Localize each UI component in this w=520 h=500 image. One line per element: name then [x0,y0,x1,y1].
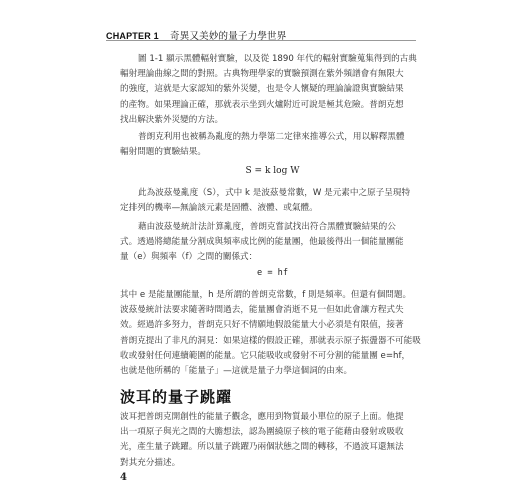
text-line: 找出解決紫外災變的方法。 [120,114,224,125]
header-divider [106,40,416,41]
text-line: 波茲曼統計法要求隨著時間過去，能量團會消逝不見一但如此會讓方程式失 [120,305,404,316]
entropy-equation: S = k log W [245,166,300,176]
text-line: 的強度，這就是大家認知的紫外災變，也是令人懷疑的理論論證與實驗結果 [120,84,404,95]
text-line: 光，產生量子跳躍。所以量子跳躍乃兩個狀態之間的轉移，不過波耳還無法 [120,442,404,453]
text-line: 藉由波茲曼統計法計算亂度，普朗克嘗試找出符合黑體實驗結果的公 [138,222,396,232]
text-line: 定排列的機率—無論該元素是固體、液體、或氣體。 [120,203,318,214]
text-line: 普朗克提出了非凡的洞見：如果這樣的假設正確，那就表示原子振盪器不可能吸 [120,335,421,346]
text-line: 量（e）與頻率（f）之間的關係式： [120,252,258,263]
energy-equation: e = hf [256,268,289,278]
chapter-title: 奇異又美妙的量子力學世界 [170,31,287,42]
text-line: 效。經過許多努力，普朗克只好不情願地假設能量大小必須是有限值，接著 [120,320,404,331]
page-number: 4 [120,472,127,483]
text-line: 圖 1-1 顯示黑體輻射實驗，以及從 1890 年代的輻射實驗蒐集得到的古典 [138,54,417,64]
text-line: 波耳把普朗克開創性的能量子觀念，應用到物質最小單位的原子上面。他提 [120,412,404,422]
text-line: 出一項原子與光之間的大膽想法，認為圍繞原子核的電子能藉由發射或吸收 [120,427,404,438]
section-heading: 波耳的量子跳躍 [120,388,233,406]
text-line: 其中 e 是能量團能量，h 是所謂的普朗克常數，f 則是頻率。但還有個問題。 [120,290,412,300]
paragraph-6 [120,410,425,471]
paragraph-1 [120,52,425,128]
paragraph-5 [120,288,425,379]
paragraph-4 [120,220,425,266]
text-line: 收或發射任何連續範圍的能量。它只能吸收或發射不可分割的能量團 e=hf， [120,350,411,361]
chapter-label: CHAPTER 1 [106,31,159,41]
text-line: 此為波茲曼亂度（S），式中 k 是波茲曼常數，W 是元素中之原子呈現特 [138,188,411,198]
text-line: 式。透過將總能量分割成與頻率成比例的能量團，他最後得出一個能量團能 [120,237,404,248]
text-line: 的產物。如果理論正確，那就表示坐到火爐附近可說是極其危險。普朗克想 [120,99,404,110]
text-line: 輻射問題的實驗結果。 [120,147,206,158]
paragraph-2 [120,130,425,160]
text-line: 也就是他所稱的「能量子」—這就是量子力學這個詞的由來。 [120,366,353,377]
text-line: 對其充分描述。 [120,457,181,468]
text-line: 普朗克利用也被稱為亂度的熱力學第二定律來推導公式，用以解釋黑體 [138,132,405,142]
paragraph-3 [120,186,425,216]
text-line: 輻射理論曲線之間的對照。古典物理學家的實驗預測在紫外頻譜會有無限大 [120,69,404,80]
